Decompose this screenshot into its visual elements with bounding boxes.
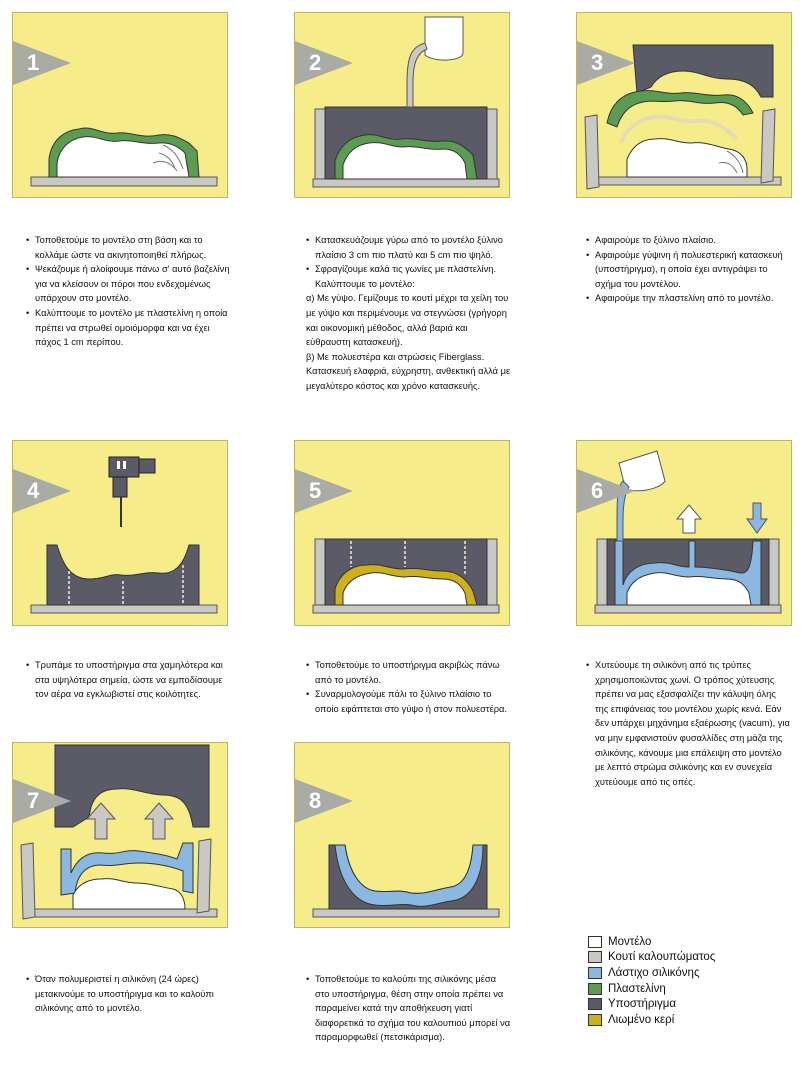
step-7-badge (13, 779, 71, 823)
step-2-line: α) Με γύψο. Γεμίζουμε το κουτί μέχρι τα χείλη του με γύψο και περιμένουμε να στεγνώσει (γρήγορη και οικονομική μέθοδος, αλλά βαριά και εύθραυστη κατασκευή). (306, 293, 509, 348)
step-8-description (306, 972, 511, 1045)
step-1-badge (13, 41, 71, 85)
legend-item (588, 981, 788, 997)
step-1-line: • Τοποθετούμε το μοντέλο στη βάση και το κολλάμε ώστε να ακινητοποιηθεί πλήρως. (26, 233, 231, 262)
step-1-number: 1 (27, 50, 40, 75)
legend-label: Λιωμένο κερί (608, 1013, 675, 1026)
step-7-number: 7 (27, 788, 40, 813)
step-5-number: 5 (309, 478, 322, 503)
legend-label: Υποστήριγμα (608, 998, 676, 1011)
step-1-description (26, 233, 231, 350)
step-3-description (586, 233, 791, 306)
step-3-line: • Αφαιρούμε την πλαστελίνη από το μοντέλο. (586, 291, 791, 306)
step-3-line: • Αφαιρούμε το ξύλινο πλαίσιο. (586, 233, 791, 248)
step-1-line: • Καλύπτουμε το μοντέλο με πλαστελίνη η οποία πρέπει να στρωθεί ομοιόμορφα και να έχει πάχος 1 cm περίπου. (26, 306, 231, 350)
step-2-number: 2 (309, 50, 322, 75)
step-4-illustration (12, 440, 228, 626)
step-1-line: • Ψεκάζουμε ή αλοίφουμε πάνω σ' αυτό βαζελίνη για να κλείσουν οι πόροι που ενδεχομένως υπάρχουν στο μοντέλο. (26, 262, 231, 306)
step-5-badge (295, 469, 353, 513)
step-2-badge (295, 41, 353, 85)
step-5-line: • Συναρμολογούμε πάλι το ξύλινο πλαίσιο το οποίο εφάπτεται στο γύψο ή στον πολυεστέρα. (306, 687, 511, 716)
step-5-line: • Τοποθετούμε το υποστήριγμα ακριβώς πάνω από το μοντέλο. (306, 658, 511, 687)
step-6-line: • Χυτεύουμε τη σιλικόνη από τις τρύπες χρησιμοποιώντας χωνί. Ο τρόπος χύτευσης πρέπει να μας εξασφαλίζει την κάλυψη όλης της επιφάνειας του μοντέλου χωρίς κενά. Εάν δεν υπάρχει μηχάνημα εξαέρωσης (vacum), για να μην εμφανιστούν φυσαλλίδες στη μάζα της σιλικόνης, κάνουμε μια επάλειψη στο μοντέλο με λεπτό στρώμα σιλικόνης και εν συνεχεία χυτεύουμε από τις οπές. (586, 658, 791, 789)
legend-item (588, 965, 788, 981)
step-7-drawing (13, 743, 228, 928)
legend-item (588, 934, 788, 950)
legend-swatch (588, 951, 602, 963)
step-2-line: β) Με πολυεστέρα και στρώσεις Fiberglass. Κατασκευή ελαφριά, εύχρηστη, ανθεκτική αλλά με μεγαλύτερο κόστος και χρόνο κατασκευής. (306, 351, 511, 391)
step-8-number: 8 (309, 788, 322, 813)
legend-swatch (588, 998, 602, 1010)
step-8-line: • Τοποθετούμε το καλούπι της σιλικόνης μέσα στο υποστήριγμα, θέση στην οποία πρέπει να παραμείνει κατά την αποθήκευση γιατί διαφορετικά το σχήμα του καλουπιού μπορεί να παραμορφωθεί (πετσικάρισμα). (306, 972, 511, 1045)
step-5-description (306, 658, 511, 716)
legend-item (588, 950, 788, 966)
step-4-description (26, 658, 231, 702)
step-4-line: • Τρυπάμε το υποστήριγμα στα χαμηλότερα και στα υψηλότερα σημεία, ώστε να εμποδίσουμε τον αέρα να εγκλωβιστεί στις κοιλότητες. (26, 658, 231, 702)
step-6-number: 6 (591, 478, 604, 503)
legend-item (588, 1012, 788, 1028)
legend-label: Πλαστελίνη (608, 982, 666, 995)
legend-swatch (588, 936, 602, 948)
step-2-line: • Κατασκευάζουμε γύρω από το μοντέλο ξύλινο πλαίσιο 3 cm πιο πλατύ και 5 cm πιο ψηλό. (306, 233, 511, 262)
step-2-description (306, 233, 511, 394)
legend-swatch (588, 983, 602, 995)
step-3-illustration (576, 12, 792, 198)
step-2-illustration (294, 12, 510, 198)
step-5-illustration (294, 440, 510, 626)
step-4-number: 4 (27, 478, 40, 503)
step-7-description (26, 972, 231, 1016)
step-3-badge (577, 41, 635, 85)
step-3-line: • Αφαιρούμε γύψινη ή πολυεστερική κατασκευή (υποστήριγμα), η οποία έχει αντιγράψει το σχήμα του μοντέλου. (586, 248, 791, 292)
legend-label: Μοντέλο (608, 935, 652, 948)
step-6-description (586, 658, 791, 789)
legend-swatch (588, 967, 602, 979)
legend (588, 934, 788, 1028)
step-7-illustration (12, 742, 228, 928)
step-4-badge (13, 469, 71, 513)
legend-label: Κουτί καλουπώματος (608, 951, 716, 964)
step-2-line: • Σφραγίζουμε καλά τις γωνίες με πλαστελίνη. Καλύπτουμε το μοντέλο: (306, 262, 511, 291)
step-6-badge (577, 469, 635, 513)
step-8-drawing (295, 743, 510, 928)
legend-label: Λάστιχο σιλικόνης (608, 966, 700, 979)
legend-swatch (588, 1014, 602, 1026)
step-3-number: 3 (591, 50, 604, 75)
step-8-illustration (294, 742, 510, 928)
step-6-illustration (576, 440, 792, 626)
step-7-line: • Όταν πολυμεριστεί η σιλικόνη (24 ώρες) μετακινούμε το υποστήριγμα και το καλούπι σιλικόνης από το μοντέλο. (26, 972, 231, 1016)
step-1-illustration (12, 12, 228, 198)
step-8-badge (295, 779, 353, 823)
legend-item (588, 996, 788, 1012)
